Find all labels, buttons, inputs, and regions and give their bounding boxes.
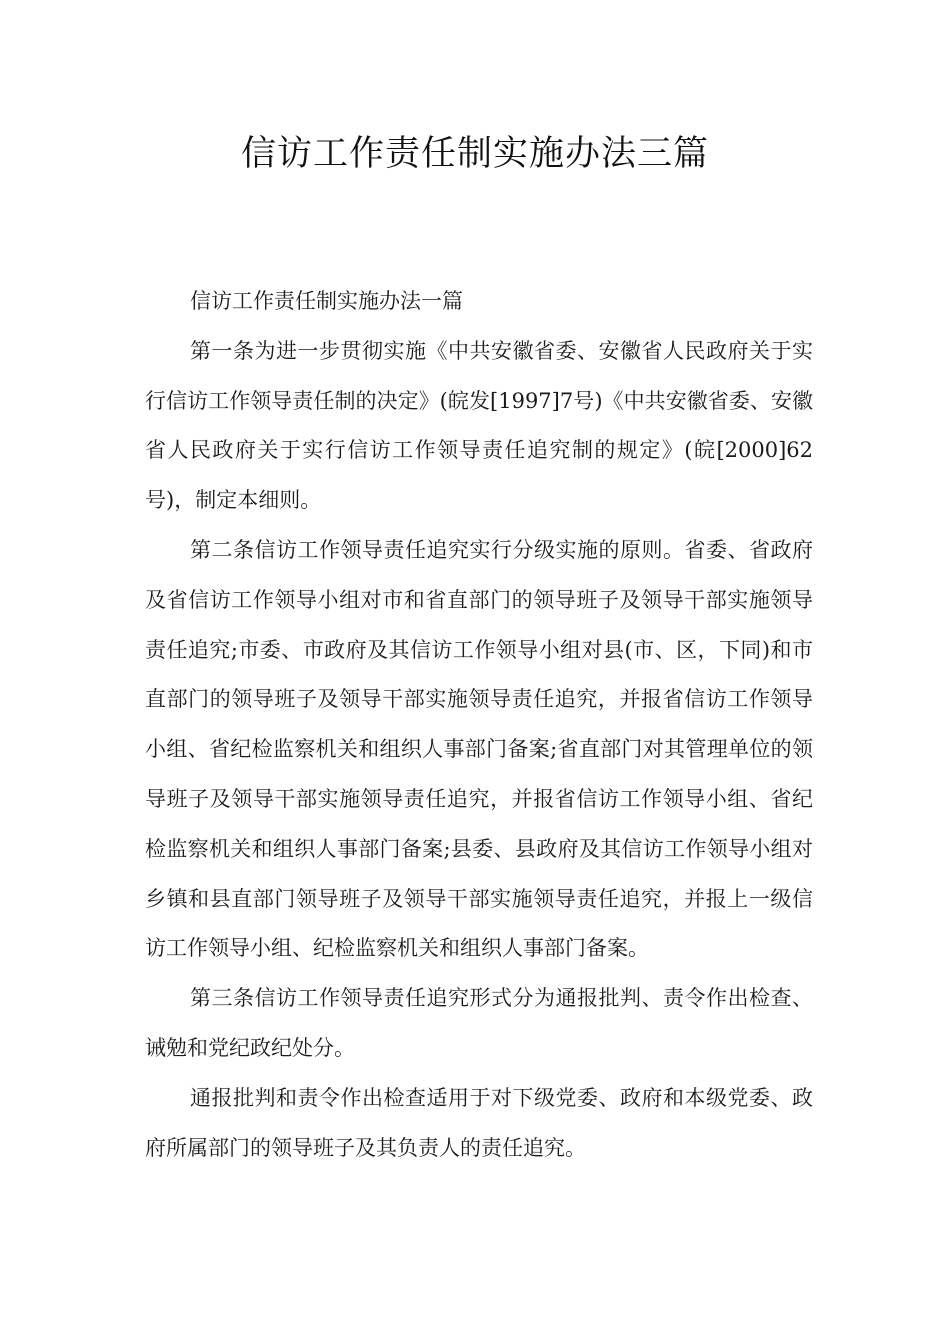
paragraph-article-1: 第一条为进一步贯彻实施《中共安徽省委、安徽省人民政府关于实行信访工作领导责任制的决定》(皖发[1997]7号)《中共安徽省委、安徽省人民政府关于实行信访工作领导责任追究制的规定》(皖[2000]62号)，制定本细则。 [145, 338, 813, 513]
paragraph-article-3: 第三条信访工作领导责任追究形式分为通报批判、责令作出检查、诫勉和党纪政纪处分。 [145, 986, 813, 1060]
paragraph-notification: 通报批判和责令作出检查适用于对下级党委、政府和本级党委、政府所属部门的领导班子及其负责人的责任追究。 [145, 1085, 813, 1160]
document-title: 信访工作责任制实施办法三篇 [240, 134, 709, 174]
paragraph-article-2: 第二条信访工作领导责任追究实行分级实施的原则。省委、省政府及省信访工作领导小组对市和省直部门的领导班子及领导干部实施领导责任追究;市委、市政府及其信访工作领导小组对县(市、区，下同)和市直部门的领导班子及领导干部实施领导责任追究，并报省信访工作领导小组、省纪检监察机关和组织人事部门备案;省直部门对其管理单位的领导班子及领导干部实施领导责任追究，并报省信访工作领导小组、省纪检监察机关和组织人事部门备案;县委、县政府及其信访工作领导小组对乡镇和县直部门领导班子及领导干部实施领导责任追究，并报上一级信访工作领导小组、纪检监察机关和组织人事部门备案。 [145, 537, 813, 961]
section-heading: 信访工作责任制实施办法一篇 [190, 289, 463, 313]
document-body [145, 277, 813, 1173]
